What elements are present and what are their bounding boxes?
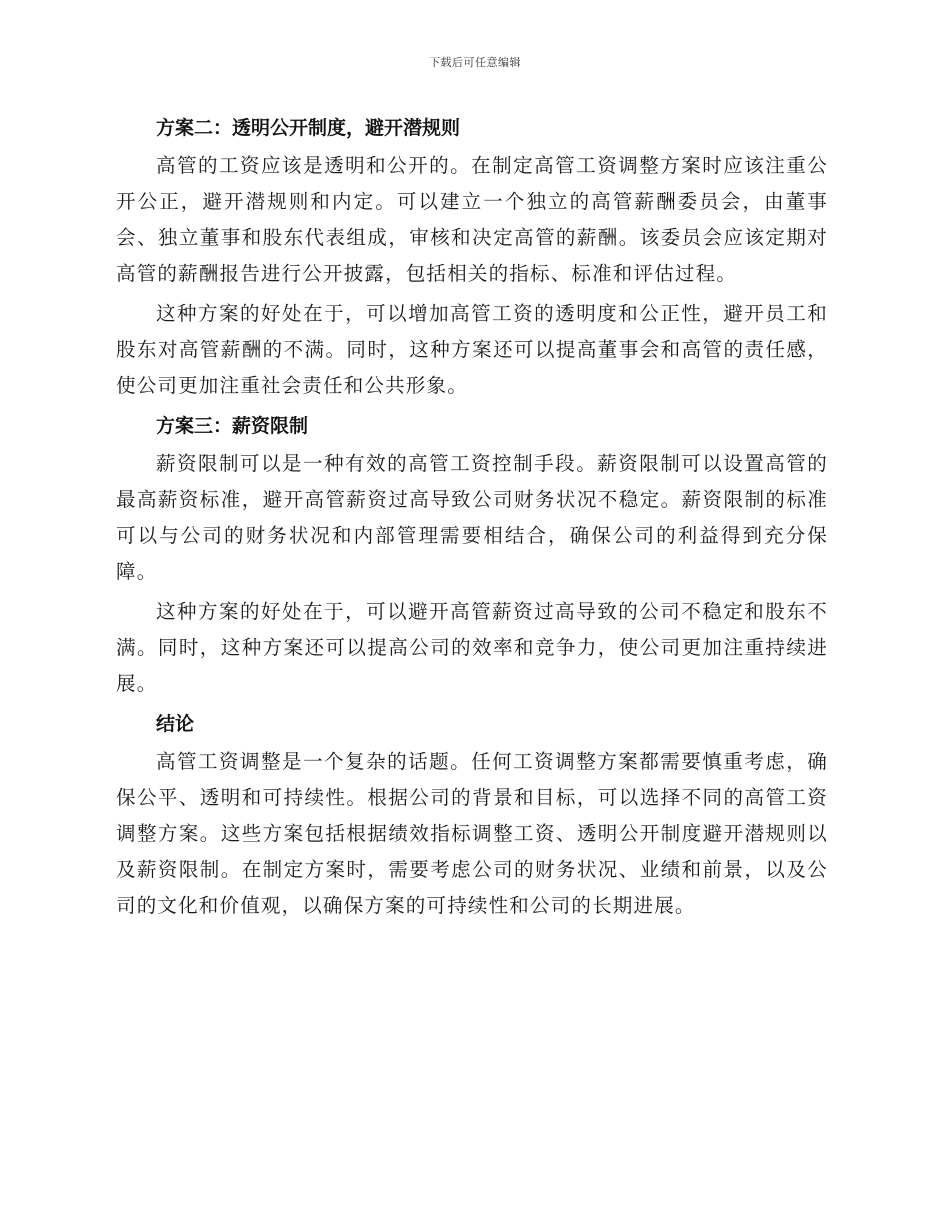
section-heading-conclusion: 结论 <box>156 713 195 735</box>
paragraph: 高管的工资应该是透明和公开的。在制定高管工资调整方案时应该注重公开公正，避开潜规则和内定。可以建立一个独立的高管薪酬委员会，由董事会、独立董事和股东代表组成，审核和决定高管的薪酬。该委员会应该定期对高管的薪酬报告进行公开披露，包括相关的指标、标准和评估过程。 <box>116 154 828 285</box>
paragraph: 这种方案的好处在于，可以避开高管薪资过高导致的公司不稳定和股东不满。同时，这种方案还可以提高公司的效率和竞争力，使公司更加注重持续进展。 <box>116 600 828 695</box>
paragraph: 薪资限制可以是一种有效的高管工资控制手段。薪资限制可以设置高管的最高薪资标准，避开高管薪资过高导致公司财务状况不稳定。薪资限制的标准可以与公司的财务状况和内部管理需要相结合，确保公司的利益得到充分保障。 <box>116 452 828 583</box>
paragraph: 这种方案的好处在于，可以增加高管工资的透明度和公正性，避开员工和股东对高管薪酬的不满。同时，这种方案还可以提高董事会和高管的责任感，使公司更加注重社会责任和公共形象。 <box>116 302 828 397</box>
section-heading-plan-two: 方案二：透明公开制度，避开潜规则 <box>156 117 461 139</box>
section-heading-plan-three: 方案三：薪资限制 <box>156 415 309 437</box>
document-body <box>116 110 828 928</box>
paragraph: 高管工资调整是一个复杂的话题。任何工资调整方案都需要慎重考虑，确保公平、透明和可持续性。根据公司的背景和目标，可以选择不同的高管工资调整方案。这些方案包括根据绩效指标调整工资、透明公开制度避开潜规则以及薪资限制。在制定方案时，需要考虑公司的财务状况、业绩和前景，以及公司的文化和价值观，以确保方案的可持续性和公司的长期进展。 <box>116 750 828 917</box>
page-header: 下载后可任意编辑 <box>429 56 521 69</box>
